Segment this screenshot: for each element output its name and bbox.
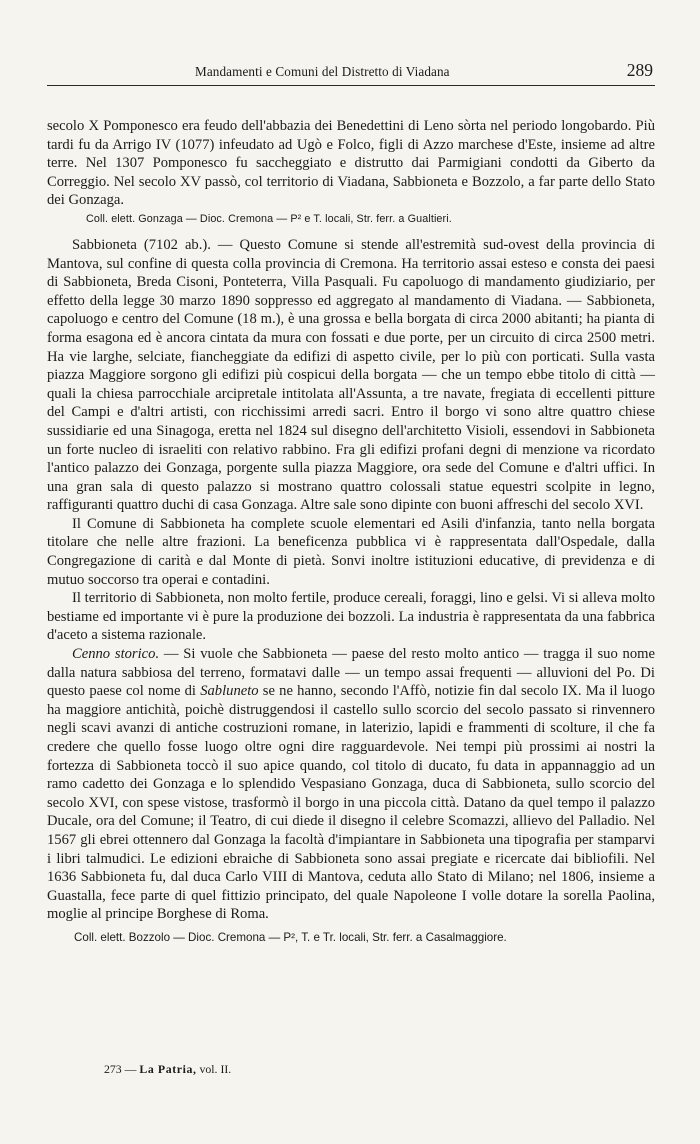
signature-title: La Patria, xyxy=(139,1062,197,1076)
signature-volume: vol. II. xyxy=(196,1062,232,1076)
page-number: 289 xyxy=(626,60,653,80)
sabbioneta-coll-note: Coll. elett. Bozzolo — Dioc. Cremona — P², T. e Tr. locali, Str. ferr. a Casalmaggiore. xyxy=(74,930,507,944)
pomponesco-paragraph: secolo X Pomponesco era feudo dell'abbazia dei Benedettini di Leno sòrta nel periodo longobardo. Più tardi fu da Arrigo IV (1077) infeudato ad Ugò e Folco, figli di Azzo marchese d'Este, insieme ad altre terre. Nel 1307 Pomponesco fu saccheggiato e distrutto dai Parmigiani condotti da Giberto da Correggio. Nel secolo XV passò, col territorio di Viadana, Sabbioneta e Bozzolo, a far parte dello Stato dei Gonzaga. xyxy=(47,118,655,209)
cenno-storico-text-b: se ne hanno, secondo l'Affò, notizie fin dal secolo IX. Ma il luogo ha maggiore antichità, poichè distruggendosi il castello sullo scorcio del secolo passato si rinvennero negli scavi avanzi di antiche costruzioni romane, in laterizio, lapidi e frammenti di scolture, il che fa credere che quello fosse luogo oltre ogni dire ragguardevole. Nei tempi più prossimi ai nostri la fortezza di Sabbioneta toccò il suo apice quando, col titolo di ducato, fu data in appannaggio ad un ramo cadetto dei Gonzaga e lo splendido Vespasiano Gonzaga, duca di Sabbioneta, sullo scorcio del secolo XVI, con spese vistose, trasformò il borgo in una piccola città. Datano da quel tempo il palazzo Ducale, ora del Comune; il Teatro, di cui diede il disegno il celebre Scomazzi, allievo del Palladio. Nel 1567 gli ebrei ottennero dal Gonzaga la facoltà d'impiantare in Sabbioneta una tipografia per stamparvi i libri talmudici. Le edizioni ebraiche di Sabbioneta sono assai pregiate e ricercate dai bibliofili. Nel 1636 Sabbioneta fu, dal duca Carlo VIII di Mantova, ceduta allo Stato di Milano; nel 1806, insieme a Guastalla, fece parte di quel fittizio principato, del quale Napoleone I volle dotare la sorella Paolina, moglie al principe Borghese di Roma. xyxy=(47,683,655,923)
running-title: Mandamenti e Comuni del Distretto di Viadana xyxy=(195,64,450,79)
pomponesco-coll-note: Coll. elett. Gonzaga — Dioc. Cremona — P² e T. locali, Str. ferr. a Gualtieri. xyxy=(86,212,452,225)
sabbioneta-paragraph-3: Il territorio di Sabbioneta, non molto fertile, produce cereali, foraggi, lino e gelsi. Vi si alleva molto bestiame ed importante vi è pure la produzione dei bozzoli. La industria è rappresentata da una fabbrica d'aceto a sistema razionale. xyxy=(47,590,655,644)
cenno-storico-text-a: — Si vuole che Sabbioneta — paese del resto molto antico — tragga il suo nome dalla natura sabbiosa del terreno, formatavi dalle — un tempo assai frequenti — alluvioni del Po. Di questo paese col nome di xyxy=(47,646,655,700)
signature-number: 273 — xyxy=(104,1062,140,1076)
main-text xyxy=(47,117,655,945)
printer-signature xyxy=(104,1062,231,1077)
cenno-storico-label: Cenno storico. xyxy=(72,646,160,663)
sabbioneta-paragraph-2: Il Comune di Sabbioneta ha complete scuole elementari ed Asili d'infanzia, tanto nella borgata titolare che nelle altre frazioni. La beneficenza pubblica vi è rappresentata dall'Ospedale, dalla Congregazione di carità e dal Monte di pietà. Sonvi inoltre istituzioni educative, di previdenza e di mutuo soccorso tra operai e contadini. xyxy=(47,515,655,588)
book-page xyxy=(47,0,655,1144)
sabbioneta-paragraph-1: Sabbioneta (7102 ab.). — Questo Comune si stende all'estremità sud-ovest della provincia di Mantova, sul confine di questa colla provincia di Cremona. Ha territorio assai esteso e consta dei paesi di Sabbioneta, Breda Cisoni, Ponteterra, Villa Pasquali. Fu capoluogo di mandamento giudiziario, per effetto della legge 30 marzo 1890 soppresso ed aggregato al mandamento di Viadana. — Sabbioneta, capoluogo e centro del Comune (18 m.), è una grossa e bella borgata di circa 2000 abitanti; ha pianta di forma esagona ed è ancora cintata da mura con fossati e due porte, per un circuito di circa 2500 metri. Ha vie larghe, selciate, fiancheggiate da edifizi di aspetto civile, per lo più con porticati. Sulla vasta piazza Maggiore sorgono gli edifizi più cospicui della borgata — che un tempo ebbe titolo di città — quali la chiesa parrocchiale arcipretale intitolata all'Assunta, a tre navate, fregiata di eccellenti pitture del Campi e d'altri artisti, con ricchissimi arredi sacri. Entro il borgo vi sono altre quattro chiese sussidiarie ed una Sinagoga, eretta nel 1824 sul disegno dell'architetto Visioli, essendovi in Sabbioneta un forte nucleo di israeliti con relativo rabbino. Fra gli edifizi profani degni di menzione va ricordato l'antico palazzo dei Gonzaga, porgente sulla piazza Maggiore, ora sede del Comune e d'altri uffici. In una gran sala di questo palazzo si mostrano quattro colossali statue equestri scolpite in legno, raffiguranti quattro duchi di casa Gonzaga. Altre sale sono dipinte con buoni affreschi del secolo XVI. xyxy=(47,236,655,514)
running-header xyxy=(47,61,655,86)
cenno-storico-name: Sabluneto xyxy=(200,683,259,700)
cenno-storico-paragraph xyxy=(47,645,655,924)
